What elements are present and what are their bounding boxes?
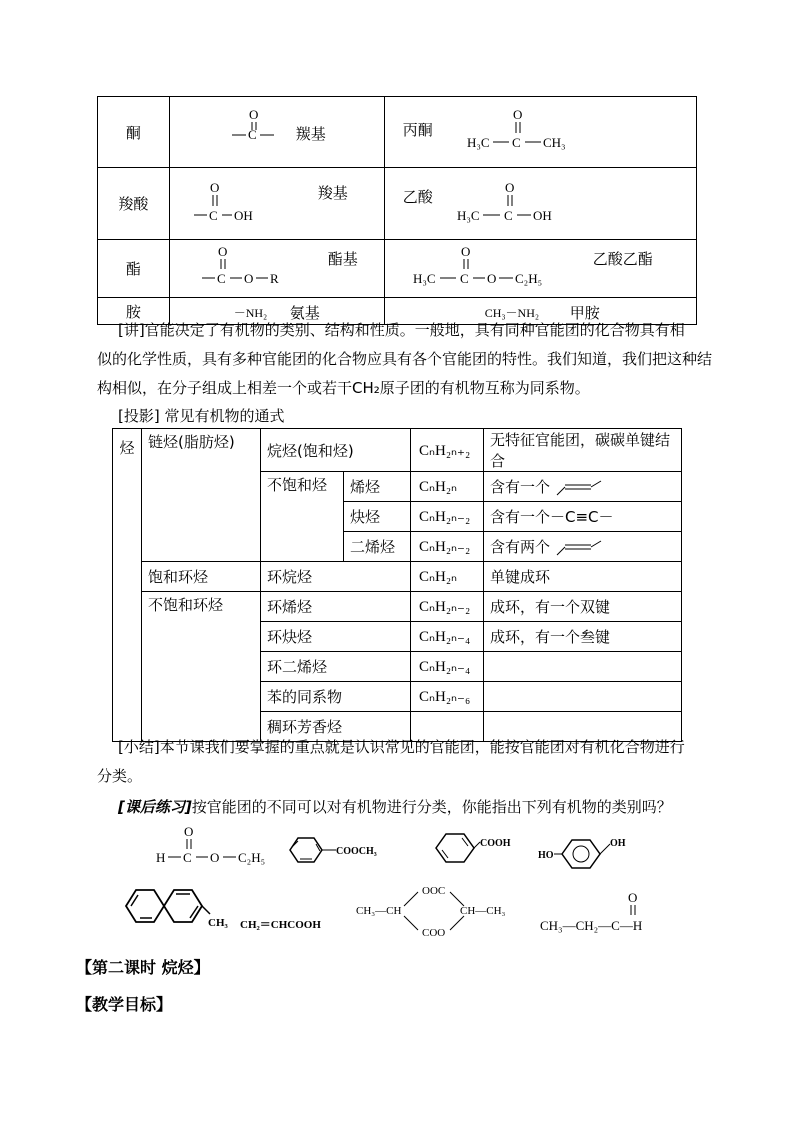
lecture-tag: [讲] [118, 321, 145, 339]
hydrocarbon-formula-table [112, 428, 682, 742]
exercise-tag: [课后练习] [118, 798, 192, 816]
svg-text:COOH: COOH [480, 838, 511, 849]
desc-benzene-homologue [484, 682, 682, 712]
projection-caption: [投影] 常见有机物的通式 [118, 407, 285, 425]
svg-text:C: C [511, 135, 521, 150]
svg-text:O: O [486, 271, 497, 286]
lactide-structure [356, 885, 506, 939]
svg-text:C: C [459, 271, 469, 286]
desc-cyclodiene [484, 652, 682, 682]
class-ester: 酯 [98, 240, 170, 298]
group-name-ketone: 羰基 [295, 125, 326, 143]
double-bond-icon [555, 479, 607, 497]
diene: 二烯烃 [344, 532, 411, 562]
formula-cycloalkene: CₙH₂ₙ₋₂ [411, 592, 484, 622]
ethyl-acetate-structure [385, 240, 698, 293]
acetone-structure [385, 97, 698, 163]
desc-alkane: 无特征官能团，碳碳单键结合 [484, 429, 682, 472]
unsaturated-hydrocarbon: 不饱和烃 [261, 472, 344, 562]
lecture-line-3: 构相似，在分子组成上相差一个或若干CH₂原子团的有机物互称为同系物。 [97, 379, 590, 397]
acrylic-acid-structure: CH₂＝CHCOOH [240, 919, 321, 931]
svg-text:R: R [269, 271, 279, 286]
svg-text:O: O [248, 107, 259, 122]
svg-text:O: O [210, 850, 220, 865]
svg-text:O: O [460, 244, 471, 259]
group-ester [169, 240, 384, 298]
cycloalkane: 环烷烃 [261, 562, 411, 592]
formula-diene: CₙH₂ₙ₋₂ [411, 532, 484, 562]
example-ester [384, 240, 696, 298]
benzene-homologue: 苯的同系物 [261, 682, 411, 712]
methyl-benzoate-structure [290, 838, 377, 862]
svg-text:OH: OH [610, 838, 626, 849]
svg-text:COO: COO [422, 927, 446, 939]
group-name-carboxyl: 羧基 [317, 184, 348, 202]
example-name-acetic-acid: 乙酸 [402, 188, 433, 206]
formula-benzene-homologue: CₙH₂ₙ₋₆ [411, 682, 484, 712]
svg-text:OH: OH [532, 208, 552, 223]
svg-text:C: C [216, 271, 226, 286]
fused-aromatic: 稠环芳香烃 [261, 712, 411, 742]
desc-diene: 含有两个 [484, 532, 682, 562]
hydroquinone-structure [538, 838, 626, 868]
group-name-amine: 氨基 [289, 304, 320, 322]
svg-text:C: C [183, 850, 192, 865]
summary-line-2: 分类。 [97, 767, 143, 785]
example-name-methylamine: 甲胺 [569, 304, 600, 322]
svg-text:CH₃—CH₂—C—H: CH₃—CH₂—C—H [540, 918, 643, 933]
svg-text:CH—CH₃: CH—CH₃ [460, 905, 506, 917]
summary-tag: [小结] [118, 738, 160, 756]
acetic-acid-structure [385, 168, 698, 235]
svg-text:O: O [628, 890, 638, 905]
alkyne: 炔烃 [344, 502, 411, 532]
svg-text:CH₃: CH₃ [542, 135, 566, 150]
formula-alkyne: CₙH₂ₙ₋₂ [411, 502, 484, 532]
lecture-line-2: 似的化学性质，具有多种官能团的化合物应具有各个官能团的特性。我们知道，我们把这种结 [97, 350, 713, 368]
class-carboxylic-acid: 羧酸 [98, 168, 170, 240]
svg-text:O: O [504, 180, 515, 195]
alkene: 烯烃 [344, 472, 411, 502]
unsaturated-cyclic: 不饱和环烃 [142, 592, 261, 742]
svg-text:CH₃: CH₃ [208, 917, 228, 929]
svg-text:COOCH₃: COOCH₃ [336, 846, 377, 857]
cycloalkyne: 环炔烃 [261, 622, 411, 652]
svg-text:H₃C: H₃C [466, 135, 490, 150]
formula-cyclodiene: CₙH₂ₙ₋₄ [411, 652, 484, 682]
lesson-heading: 【第二课时 烷烃】 [76, 958, 210, 977]
cyclodiene: 环二烯烃 [261, 652, 411, 682]
group-formula-amine: －NH₂ [233, 306, 268, 320]
formula-alkane: CₙH₂ₙ₊₂ [411, 429, 484, 472]
svg-text:CH₃—CH: CH₃—CH [356, 905, 402, 917]
svg-text:H₃C: H₃C [412, 271, 436, 286]
svg-text:H₃C: H₃C [456, 208, 480, 223]
benzoic-acid-structure [436, 834, 511, 862]
formula-alkene: CₙH₂ₙ [411, 472, 484, 502]
svg-text:C₂H₅: C₂H₅ [514, 271, 542, 286]
class-amine: 胺 [98, 298, 170, 325]
carbonyl-structure [170, 97, 384, 163]
svg-text:C₂H₅: C₂H₅ [238, 850, 266, 865]
example-carboxylic-acid [384, 168, 696, 240]
svg-text:H: H [156, 850, 166, 865]
svg-text:O: O [512, 107, 523, 122]
desc-cycloalkene: 成环，有一个双键 [484, 592, 682, 622]
svg-text:O: O [184, 824, 194, 839]
svg-text:O: O [217, 244, 228, 259]
svg-text:O: O [209, 180, 220, 195]
ethyl-formate-structure [156, 824, 265, 865]
svg-text:C: C [247, 127, 257, 142]
svg-text:HO: HO [538, 850, 554, 861]
chain-hydrocarbon: 链烃(脂肪烃) [142, 429, 261, 562]
example-name-acetone: 丙酮 [402, 121, 433, 139]
svg-text:O: O [243, 271, 254, 286]
class-ketone: 酮 [98, 97, 170, 168]
example-ketone [384, 97, 696, 168]
desc-alkyne: 含有一个－C≡C－ [484, 502, 682, 532]
svg-text:OOC: OOC [422, 885, 446, 897]
formula-cycloalkane: CₙH₂ₙ [411, 562, 484, 592]
summary-line-1: [小结]本节课我们要掌握的重点就是认识常见的官能团，能按官能团对有机化合物进行 [118, 738, 685, 756]
functional-group-table [97, 96, 697, 325]
svg-text:C: C [503, 208, 513, 223]
cycloalkene: 环烯烃 [261, 592, 411, 622]
desc-alkene: 含有一个 [484, 472, 682, 502]
exercise-line: [课后练习]按官能团的不同可以对有机物进行分类，你能指出下列有机物的类别吗？ [118, 798, 672, 816]
desc-cycloalkyne: 成环，有一个叁键 [484, 622, 682, 652]
exercise-structures-row-2 [120, 878, 740, 948]
lecture-paragraph: [讲]官能决定了有机物的类别、结构和性质。一般地，具有同种官能团的化合物具有相 [118, 321, 685, 339]
formula-cycloalkyne: CₙH₂ₙ₋₄ [411, 622, 484, 652]
objectives-heading: 【教学目标】 [76, 995, 173, 1014]
example-name-ethyl-acetate: 乙酸乙酯 [592, 250, 653, 268]
saturated-cyclic: 饱和环烃 [142, 562, 261, 592]
alkane: 烷烃(饱和烃) [261, 429, 411, 472]
desc-cycloalkane: 单键成环 [484, 562, 682, 592]
group-ketone [169, 97, 384, 168]
carboxyl-structure [170, 168, 384, 235]
double-bond-icon [555, 539, 607, 557]
propanal-structure [540, 890, 642, 933]
naphthalene-structure [126, 890, 229, 929]
group-carboxyl [169, 168, 384, 240]
svg-text:C: C [208, 208, 218, 223]
group-name-ester: 酯基 [327, 250, 358, 268]
svg-text:OH: OH [233, 208, 253, 223]
example-formula-methylamine: CH₃－NH₂ [484, 306, 540, 320]
root-hydrocarbon: 烃 [113, 429, 142, 742]
